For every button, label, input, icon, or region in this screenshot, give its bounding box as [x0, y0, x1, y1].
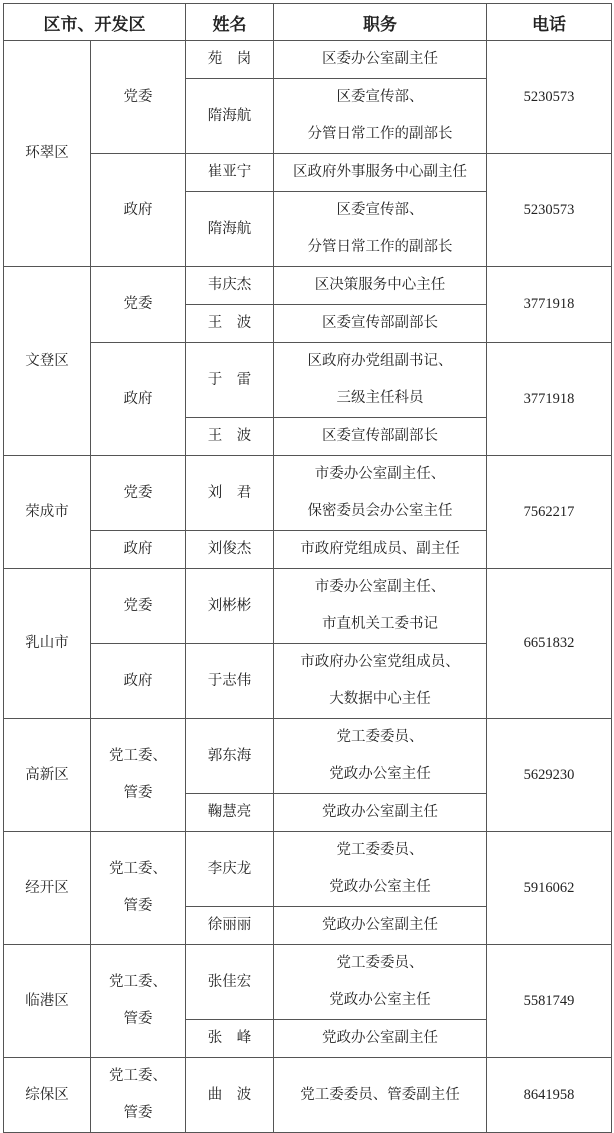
- person-name: 崔亚宁: [186, 154, 274, 192]
- unit-cell: [91, 456, 186, 531]
- person-name: 韦庆杰: [186, 267, 274, 305]
- position-cell: [274, 456, 487, 531]
- table-row: [4, 456, 612, 531]
- phone-cell: 7562217: [487, 456, 612, 569]
- unit-cell: [91, 531, 186, 569]
- district-cell: 临港区: [4, 945, 91, 1058]
- position-cell: [274, 644, 487, 719]
- position-line: 区委宣传部副部长: [322, 315, 438, 331]
- person-name: 苑 岗: [186, 41, 274, 79]
- position-line: 党工委委员、: [336, 842, 424, 858]
- position-line: 市委办公室副主任、: [314, 579, 446, 595]
- district-cell: 经开区: [4, 832, 91, 945]
- person-name: 于志伟: [186, 644, 274, 719]
- person-name: 王 波: [186, 305, 274, 343]
- table-row: [4, 343, 612, 418]
- position-cell: [274, 305, 487, 343]
- header-phone: 电话: [487, 4, 612, 41]
- table-row: [4, 1058, 612, 1133]
- position-line: 党政办公室副主任: [322, 804, 438, 820]
- phone-cell: 6651832: [487, 569, 612, 719]
- unit-label-line: 党委: [123, 484, 153, 501]
- district-cell: 综保区: [4, 1058, 91, 1133]
- position-cell: [274, 154, 487, 192]
- table-row: [4, 832, 612, 907]
- unit-label-line: 党委: [123, 88, 153, 105]
- person-name: 隋海航: [186, 192, 274, 267]
- header-position: 职务: [274, 4, 487, 41]
- position-line: 保密委员会办公室主任: [307, 503, 453, 519]
- table-row: [4, 267, 612, 305]
- unit-label-line: 管委: [123, 1105, 153, 1121]
- table-row: [4, 154, 612, 192]
- person-name: 王 波: [186, 418, 274, 456]
- person-name: 张佳宏: [186, 945, 274, 1020]
- position-cell: [274, 832, 487, 907]
- unit-label-line: 党工委、: [109, 748, 167, 764]
- unit-cell: [91, 719, 186, 832]
- position-line: 区决策服务中心主任: [314, 277, 446, 293]
- unit-label-line: 政府: [123, 672, 153, 689]
- unit-label-line: 党工委、: [109, 861, 167, 877]
- position-line: 市委办公室副主任、: [314, 466, 446, 482]
- phone-cell: 5581749: [487, 945, 612, 1058]
- position-line: 区政府外事服务中心副主任: [293, 164, 467, 180]
- contacts-table: [3, 3, 612, 1133]
- position-cell: [274, 1020, 487, 1058]
- person-name: 刘俊杰: [186, 531, 274, 569]
- position-line: 党政办公室主任: [329, 992, 431, 1008]
- header-name: 姓名: [186, 4, 274, 41]
- position-cell: [274, 907, 487, 945]
- table-row: [4, 41, 612, 79]
- header-row: [4, 4, 612, 41]
- position-line: 区委办公室副主任: [322, 51, 438, 67]
- position-line: 党政办公室主任: [329, 879, 431, 895]
- unit-cell: [91, 569, 186, 644]
- position-cell: [274, 343, 487, 418]
- phone-cell: 5916062: [487, 832, 612, 945]
- position-cell: [274, 1058, 487, 1133]
- unit-label-line: 党工委、: [109, 974, 167, 990]
- position-cell: [274, 719, 487, 794]
- person-name: 鞠慧亮: [186, 794, 274, 832]
- position-cell: [274, 267, 487, 305]
- position-cell: [274, 945, 487, 1020]
- position-line: 区委宣传部、: [336, 202, 424, 218]
- unit-label-line: 政府: [123, 541, 153, 557]
- phone-cell: 3771918: [487, 267, 612, 343]
- table-row: [4, 569, 612, 644]
- unit-label-line: 管委: [123, 785, 153, 801]
- person-name: 刘彬彬: [186, 569, 274, 644]
- position-line: 党工委委员、: [336, 729, 424, 745]
- unit-cell: [91, 644, 186, 719]
- district-cell: 荣成市: [4, 456, 91, 569]
- unit-cell: [91, 945, 186, 1058]
- position-line: 党工委委员、: [336, 955, 424, 971]
- position-line: 区委宣传部、: [336, 89, 424, 105]
- person-name: 张 峰: [186, 1020, 274, 1058]
- position-cell: [274, 79, 487, 154]
- person-name: 隋海航: [186, 79, 274, 154]
- person-name: 刘 君: [186, 456, 274, 531]
- position-line: 区政府办党组副书记、: [307, 353, 453, 369]
- table-row: [4, 719, 612, 794]
- unit-cell: [91, 154, 186, 267]
- table-row: [4, 945, 612, 1020]
- position-cell: [274, 418, 487, 456]
- unit-cell: [91, 1058, 186, 1133]
- district-cell: 高新区: [4, 719, 91, 832]
- position-cell: [274, 41, 487, 79]
- district-cell: 环翠区: [4, 41, 91, 267]
- person-name: 徐丽丽: [186, 907, 274, 945]
- unit-label-line: 政府: [123, 390, 153, 407]
- district-cell: 文登区: [4, 267, 91, 456]
- table-body: [4, 41, 612, 1133]
- person-name: 于 雷: [186, 343, 274, 418]
- person-name: 李庆龙: [186, 832, 274, 907]
- unit-label-line: 管委: [123, 898, 153, 914]
- phone-cell: 3771918: [487, 343, 612, 456]
- header-district: 区市、开发区: [4, 4, 186, 41]
- phone-cell: 8641958: [487, 1058, 612, 1133]
- position-line: 分管日常工作的副部长: [307, 239, 453, 255]
- position-cell: [274, 531, 487, 569]
- position-line: 党政办公室副主任: [322, 1030, 438, 1046]
- person-name: 曲 波: [186, 1058, 274, 1133]
- unit-label-line: 政府: [123, 201, 153, 218]
- position-cell: [274, 569, 487, 644]
- district-cell: 乳山市: [4, 569, 91, 719]
- unit-label-line: 党委: [123, 296, 153, 312]
- position-line: 三级主任科员: [336, 390, 424, 406]
- position-line: 大数据中心主任: [329, 691, 431, 707]
- unit-cell: [91, 832, 186, 945]
- position-line: 市直机关工委书记: [322, 616, 438, 632]
- position-line: 党政办公室主任: [329, 766, 431, 782]
- unit-cell: [91, 343, 186, 456]
- phone-cell: 5230573: [487, 154, 612, 267]
- unit-label-line: 党工委、: [109, 1068, 167, 1084]
- phone-cell: 5629230: [487, 719, 612, 832]
- unit-label-line: 管委: [123, 1011, 153, 1027]
- unit-cell: [91, 41, 186, 154]
- phone-cell: 5230573: [487, 41, 612, 154]
- position-line: 市政府办公室党组成员、: [300, 654, 460, 670]
- position-line: 区委宣传部副部长: [322, 428, 438, 444]
- position-line: 市政府党组成员、副主任: [300, 541, 460, 557]
- position-line: 分管日常工作的副部长: [307, 126, 453, 142]
- position-line: 党工委委员、管委副主任: [300, 1086, 460, 1103]
- unit-label-line: 党委: [123, 597, 153, 614]
- position-line: 党政办公室副主任: [322, 917, 438, 933]
- position-cell: [274, 794, 487, 832]
- unit-cell: [91, 267, 186, 343]
- person-name: 郭东海: [186, 719, 274, 794]
- position-cell: [274, 192, 487, 267]
